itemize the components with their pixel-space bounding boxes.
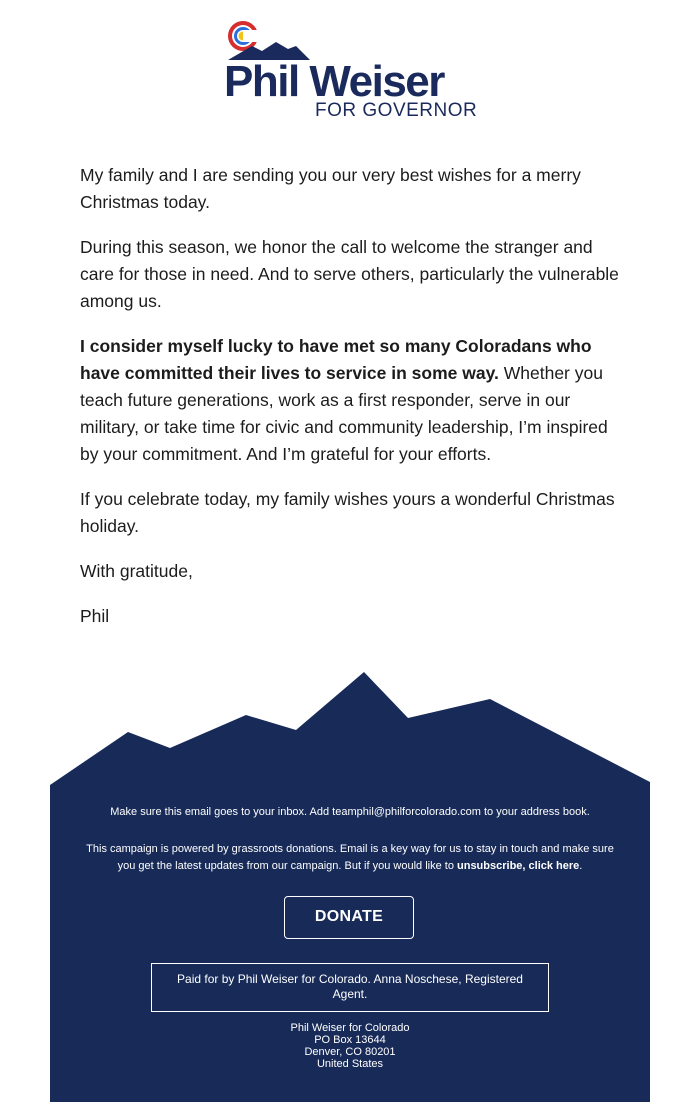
email-header [0,0,700,130]
powered-note-text: This campaign is powered by grassroots donations. Email is a key way for us to stay in touch and make sure you get the latest updates from our campaign. But if you would like to [86,843,614,872]
unsubscribe-link[interactable]: unsubscribe, click here [457,860,580,872]
email-footer [50,785,650,1102]
address-city: Denver, CO 80201 [304,1046,396,1058]
address-country: United States [316,1058,384,1070]
paid-for-disclaimer: Paid for by Phil Weiser for Colorado. Anna Noschese, Registered Agent. [151,963,549,1012]
paragraph-greeting: My family and I are sending you our very best wishes for a merry Christmas today. [80,165,581,212]
paragraph-celebrate: If you celebrate today, my family wishes yours a wonderful Christmas holiday. [80,489,615,536]
donate-button[interactable]: DONATE [284,896,414,939]
paragraph-season: During this season, we honor the call to welcome the stranger and care for those in need. And to serve others, particularly the vulnerable among us. [80,237,619,311]
paragraph-service-bold: I consider myself lucky to have met so many Coloradans who have committed their lives to service in some way. [80,336,592,383]
paragraph-service-rest: Whether you teach future generations, work as a first responder, serve in our military, or take time for civic and community leadership, I’m inspired by your commitment. And I’m grateful for your efforts. [80,363,608,464]
logo-subtitle: FOR GOVERNOR [315,100,478,121]
mailing-address [50,1022,650,1070]
powered-note-end: . [579,860,583,872]
letter-body [80,162,625,648]
address-org: Phil Weiser for Colorado [290,1022,410,1034]
powered-note [80,841,620,875]
signature: Phil [80,606,110,626]
address-po-box: PO Box 13644 [314,1034,386,1046]
colorado-logo-icon [226,18,316,62]
mountain-silhouette [0,668,700,788]
closing: With gratitude, [80,561,193,581]
logo-wordmark: Phil Weiser [224,57,444,106]
inbox-note: Make sure this email goes to your inbox. Add teamphil@philforcolorado.com to your address book. [110,806,590,818]
paragraph-service [80,333,625,468]
